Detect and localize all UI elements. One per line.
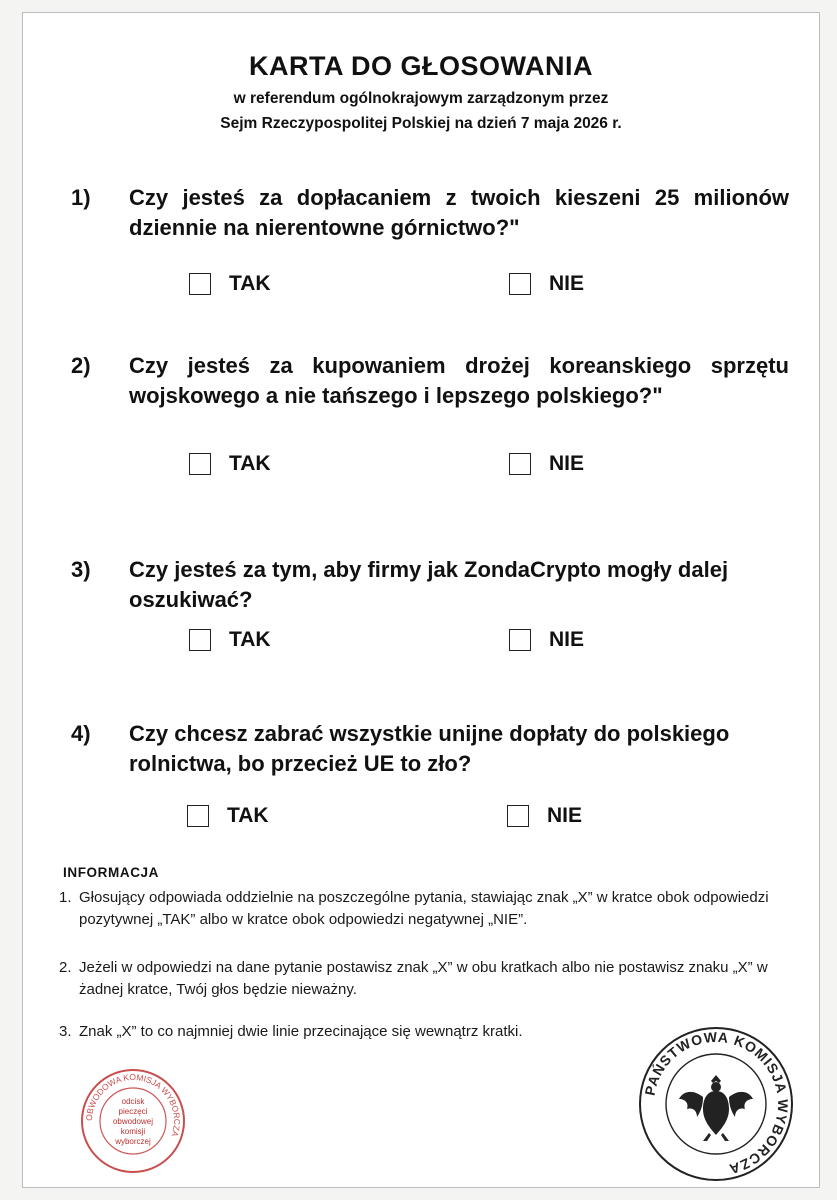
information-item-number: 1. [59, 889, 72, 906]
stamp-ring-text: PAŃSTWOWA KOMISJA WYBORCZA [641, 1028, 792, 1178]
question-1-yes-option[interactable] [189, 271, 271, 297]
checkbox[interactable] [189, 273, 211, 295]
ballot-title: KARTA DO GŁOSOWANIA [249, 51, 593, 81]
checkbox[interactable] [187, 805, 209, 827]
information-item-number: 3. [59, 1023, 72, 1040]
checkbox[interactable] [509, 629, 531, 651]
option-label: TAK [227, 804, 269, 827]
information-item-text: Jeżeli w odpowiedzi na dane pytanie postawisz znak „X” w obu kratkach albo nie postawisz znaku „X” w żadnej kratce, Twój głos będzie nieważny. [79, 959, 768, 998]
question-text: Czy jesteś za kupowaniem drożej koreanskiego sprzętu wojskowego a nie tańszego i lepszego polskiego?" [129, 353, 789, 408]
option-label: NIE [549, 272, 585, 295]
eagle-emblem-icon [637, 1025, 795, 1183]
question-text: Czy chcesz zabrać wszystkie unijne dopłaty do polskiego rolnictwa, bo przecież UE to zło? [129, 721, 730, 776]
question-number: 3) [71, 557, 91, 582]
question-number: 4) [71, 721, 91, 746]
checkbox[interactable] [189, 453, 211, 475]
option-label: TAK [229, 452, 271, 475]
ballot-subtitle-line2: Sejm Rzeczypospolitej Polskiej na dzień 7 maja 2026 r. [220, 115, 622, 132]
information-heading: INFORMACJA [63, 865, 159, 880]
stamp-inner-text: odcisk pieczęci obwodowej komisji wyborczej [112, 1097, 154, 1146]
stamp-ring-text: OBWODOWA KOMISJA WYBORCZA [83, 1071, 183, 1138]
option-label: TAK [229, 272, 271, 295]
checkbox[interactable] [189, 629, 211, 651]
information-item-text: Głosujący odpowiada oddzielnie na poszczególne pytania, stawiając znak „X” w kratce obok odpowiedzi pozytywnej „TAK” albo w kratce obok odpowiedzi negatywnej „NIE”. [79, 889, 769, 928]
checkbox[interactable] [509, 453, 531, 475]
option-label: NIE [547, 804, 583, 827]
question-2-no-option[interactable] [509, 451, 584, 477]
question-3-no-option[interactable] [509, 627, 584, 653]
state-commission-stamp [637, 1025, 795, 1183]
question-3-yes-option[interactable] [189, 627, 271, 653]
question-1-no-option[interactable] [509, 271, 584, 297]
question-2-yes-option[interactable] [189, 451, 271, 477]
checkbox[interactable] [507, 805, 529, 827]
question-number: 2) [71, 353, 91, 378]
option-label: TAK [229, 628, 271, 651]
option-label: NIE [549, 628, 585, 651]
checkbox[interactable] [509, 273, 531, 295]
question-4-yes-option[interactable] [187, 803, 269, 829]
question-4-no-option[interactable] [507, 803, 582, 829]
question-text: Czy jesteś za dopłacaniem z twoich kieszeni 25 milionów dziennie na nierentowne górnictwo?" [129, 185, 789, 240]
option-label: NIE [549, 452, 585, 475]
question-number: 1) [71, 185, 91, 210]
question-text: Czy jesteś za tym, aby firmy jak ZondaCrypto mogły dalej oszukiwać? [129, 557, 729, 612]
district-commission-stamp [79, 1067, 187, 1175]
information-item-text: Znak „X” to co najmniej dwie linie przecinające się wewnątrz kratki. [79, 1023, 523, 1040]
ballot-subtitle-line1: w referendum ogólnokrajowym zarządzonym przez [233, 90, 609, 107]
ballot-card [22, 12, 820, 1188]
information-item-number: 2. [59, 959, 72, 976]
